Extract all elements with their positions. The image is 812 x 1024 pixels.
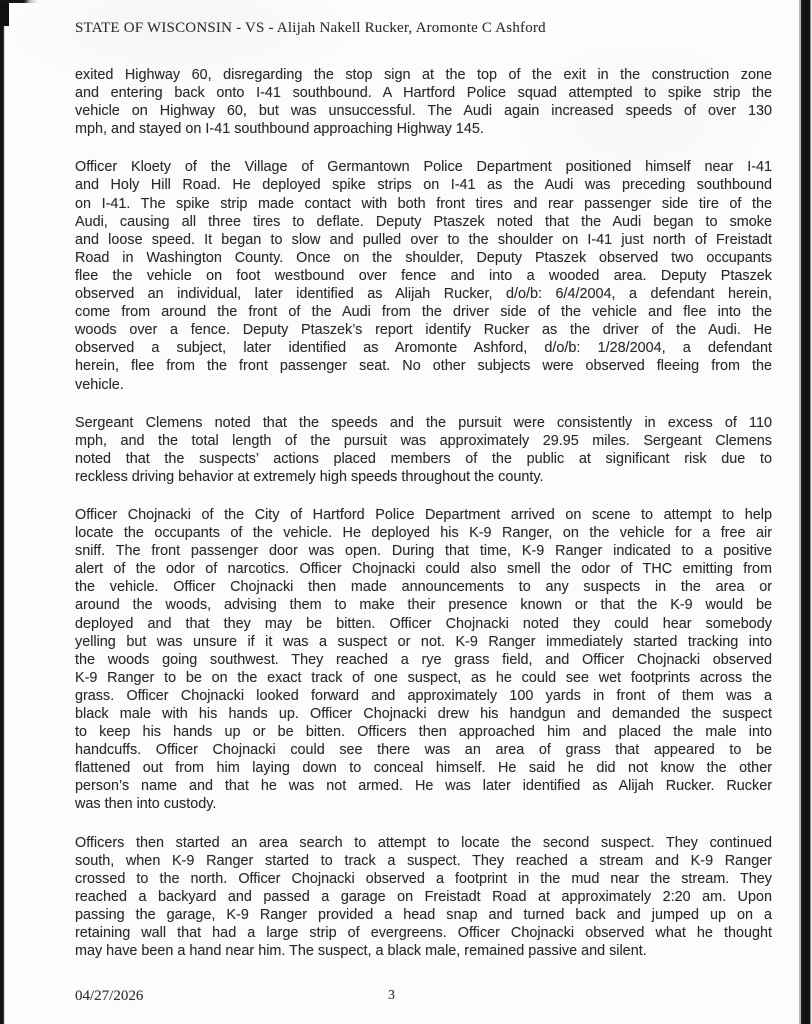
paragraph [75, 66, 772, 138]
text-line: noted that the suspects’ actions placed members of the public at significant risk due to [75, 450, 772, 467]
text-line: K-9 Ranger to be on the exact track of one suspect, as he could see wet footprints across the [75, 669, 772, 686]
scan-artifact-top-line [0, 0, 38, 3]
text-line: mph, and the total length of the pursuit was approximately 29.95 miles. Sergeant Clemens [75, 432, 772, 449]
text-line: sniff. The front passenger door was open. During that time, K-9 Ranger indicated to a positive [75, 543, 772, 560]
text-line: Officers then started an area search to attempt to locate the second suspect. They continued [75, 834, 772, 851]
text-line: locate the occupants of the vehicle. He deployed his K-9 Ranger, on the vehicle for a free air [75, 525, 772, 542]
text-line: to keep his hands up or be bitten. Officers then approached him and placed the male into [75, 724, 772, 741]
text-line: black male with his hands up. Officer Chojnacki drew his handgun and demanded the suspect [75, 706, 772, 722]
text-line: on I-41. The spike strip made contact with both front tires and rear passenger side tire of the [75, 195, 772, 212]
text-line: handcuffs. Officer Chojnacki could see there was an area of grass that appeared to be [75, 742, 772, 759]
text-line: passing the garage, K-9 Ranger provided a head snap and turned back and jumped up on a [75, 906, 772, 923]
paragraph [75, 158, 772, 393]
text-line: reached a backyard and passed a garage on Freistadt Road at approximately 2:20 am. Upon [75, 888, 772, 905]
text-line: and Holy Hill Road. He deployed spike strips on I-41 as the Audi was preceding southbound [75, 177, 772, 194]
text-line: herein, flee from the front passenger seat. No other subjects were observed fleeing from the [75, 358, 772, 375]
text-line: may have been a hand near him. The suspect, a black male, remained passive and silent. [75, 943, 647, 960]
text-line: reckless driving behavior at extremely high speeds throughout the county. [75, 468, 544, 485]
text-line: Sergeant Clemens noted that the speeds and the pursuit were consistently in excess of 110 [75, 414, 772, 431]
text-line: the woods going southwest. They reached a rye grass field, and Officer Chojnacki observed [75, 651, 772, 668]
text-line: and loose speed. It began to slow and pulled over to the shoulder on I-41 just north of Freistadt [75, 231, 772, 248]
text-line: flee the vehicle on foot westbound over fence and into a wooded area. Deputy Ptaszek [75, 267, 772, 284]
scan-artifact-top-left-notch [0, 0, 9, 26]
page-number: 3 [388, 988, 395, 1003]
text-line: vehicle. [75, 376, 124, 393]
text-line: around the woods, advising them to make their presence known or that the K-9 would be [75, 597, 772, 614]
text-line: exited Highway 60, disregarding the stop sign at the top of the exit in the construction zone [75, 67, 772, 83]
text-line: observed an individual, later identified as Alijah Rucker, d/o/b: 6/4/2004, a defendant herein, [75, 286, 772, 303]
text-line: flattened out from him laying down to conceal himself. He said he did not know the other [75, 760, 772, 777]
text-line: come from around the front of the Audi from the driver side of the vehicle and flee into the [75, 304, 772, 321]
text-line: mph, and stayed on I-41 southbound approaching Highway 145. [75, 121, 484, 138]
text-line: vehicle on Highway 60, but was unsuccessful. The Audi again increased speeds of over 130 [75, 103, 772, 120]
text-line: person’s name and that he was not armed. He was later identified as Alijah Rucker. Rucker [75, 778, 772, 795]
footer-date: 04/27/2026 [75, 988, 144, 1004]
case-caption-header: STATE OF WISCONSIN - VS - Alijah Nakell Rucker, Aromonte C Ashford [75, 20, 546, 36]
text-line: was then into custody. [75, 796, 217, 813]
paragraph [75, 506, 772, 814]
text-line: retaining wall that had a large strip of evergreens. Officer Chojnacki observed what he thought [75, 925, 772, 942]
text-line: Officer Chojnacki of the City of Hartford Police Department arrived on scene to attempt to help [75, 506, 772, 523]
text-line: observed a subject, later identified as Aromonte Ashford, d/o/b: 1/28/2004, a defendant [75, 340, 772, 357]
text-line: alert of the odor of narcotics. Officer Chojnacki could also smell the odor of THC emitting from [75, 561, 772, 578]
text-line: Audi, causing all three tires to deflate. Deputy Ptaszek noted that the Audi began to smoke [75, 213, 772, 230]
text-line: the vehicle. Officer Chojnacki then made announcements to any suspects in the area or [75, 579, 772, 596]
text-line: Road in Washington County. Once on the shoulder, Deputy Ptaszek observed two occupants [75, 249, 772, 266]
text-line: grass. Officer Chojnacki looked forward and approximately 100 yards in front of them was a [75, 687, 772, 704]
text-line: deployed and that they may be bitten. Officer Chojnacki noted they could hear somebody [75, 615, 772, 632]
text-line: crossed to the north. Officer Chojnacki observed a footprint in the mud near the stream. They [75, 870, 772, 887]
text-line: woods over a fence. Deputy Ptaszek’s report identify Rucker as the driver of the Audi. He [75, 322, 772, 339]
text-line: and entering back onto I-41 southbound. A Hartford Police squad attempted to spike strip the [75, 85, 772, 102]
paragraph [75, 414, 772, 486]
scan-artifact-left-bar [0, 0, 5, 1024]
scan-artifact-right-bar [798, 0, 812, 1024]
text-line: south, when K-9 Ranger started to track a suspect. They reached a stream and K-9 Ranger [75, 852, 772, 869]
text-line: yelling but was unsure if it was a suspect or not. K-9 Ranger immediately started tracking into [75, 633, 772, 650]
text-line: Officer Kloety of the Village of Germantown Police Department positioned himself near I-41 [75, 159, 772, 176]
paragraph [75, 834, 772, 961]
document-body [75, 66, 772, 960]
